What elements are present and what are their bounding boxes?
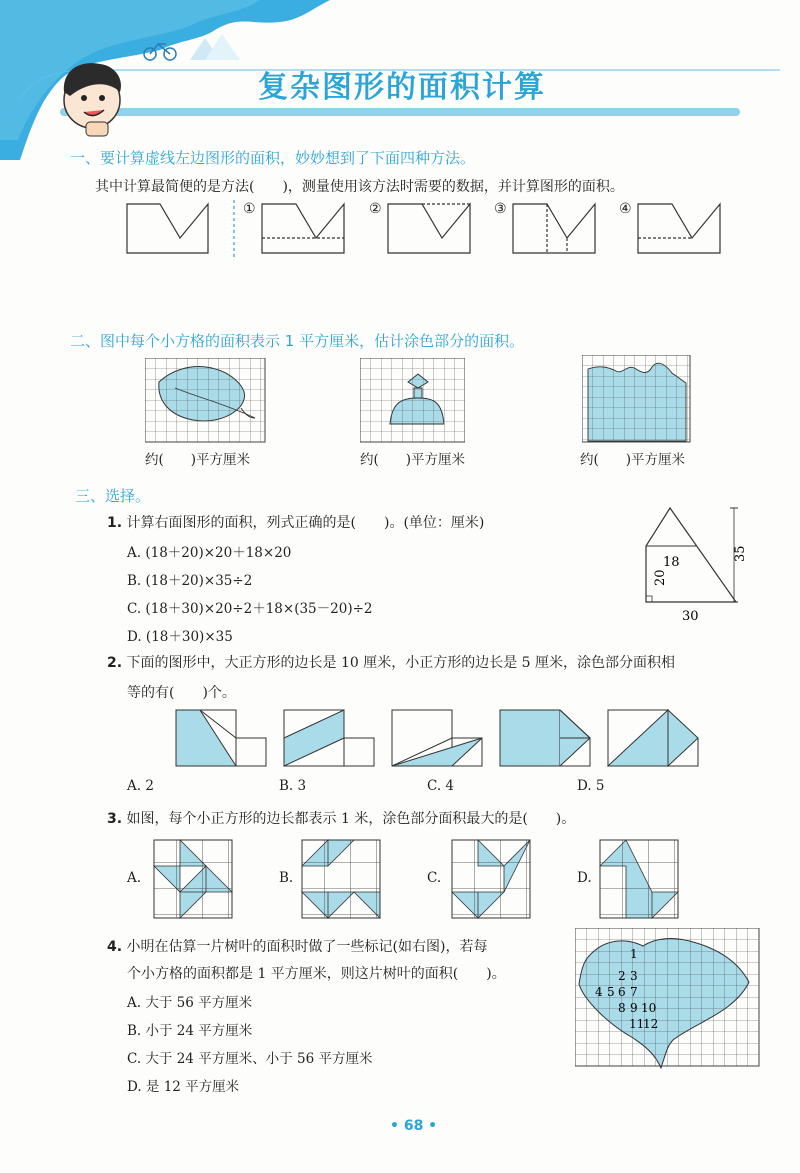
q4-option-b[interactable]: B. 小于 24 平方厘米 bbox=[127, 1023, 253, 1039]
q3-option-d[interactable]: D. bbox=[577, 870, 592, 886]
method-figures bbox=[120, 198, 740, 260]
q1-number: 1. bbox=[107, 515, 123, 531]
q4-cell-10: 10 bbox=[641, 1001, 657, 1015]
q1-figure bbox=[630, 500, 760, 625]
mountain-icon bbox=[190, 34, 240, 60]
method-3-label: ③ bbox=[494, 201, 507, 217]
q4-cell-7: 7 bbox=[630, 985, 638, 999]
q1-option-c[interactable]: C. (18＋30)×20÷2＋18×(35－20)÷2 bbox=[127, 601, 373, 617]
section2-heading: 二、图中每个小方格的面积表示 1 平方厘米，估计涂色部分的面积。 bbox=[70, 332, 525, 350]
q1-label-bottom: 30 bbox=[682, 609, 699, 624]
q1-question bbox=[107, 512, 484, 532]
q3-text: 如图，每个小正方形的边长都表示 1 米，涂色部分面积最大的是( )。 bbox=[126, 811, 576, 827]
q3-question bbox=[107, 808, 575, 828]
q4-cell-9: 9 bbox=[630, 1001, 638, 1015]
q3-number: 3. bbox=[107, 811, 123, 827]
q2-shape-3 bbox=[392, 710, 482, 766]
q4-option-a[interactable]: A. 大于 56 平方厘米 bbox=[127, 995, 253, 1011]
q2-option-b[interactable]: B. 3 bbox=[279, 778, 307, 794]
q3-grid-c bbox=[452, 840, 530, 918]
q4-leaf-grid bbox=[575, 928, 760, 1070]
q4-cell-5: 5 bbox=[607, 985, 615, 999]
section3-heading: 三、选择。 bbox=[75, 487, 151, 505]
q4-cell-11: 11 bbox=[629, 1017, 645, 1031]
estimate-answer-2[interactable]: 约( )平方厘米 bbox=[360, 452, 466, 468]
page-title: 复杂图形的面积计算 bbox=[258, 70, 546, 105]
method-1-label: ① bbox=[243, 201, 256, 217]
q2-option-d[interactable]: D. 5 bbox=[577, 778, 605, 794]
q4-cell-3: 3 bbox=[630, 969, 638, 983]
q3-grid-a bbox=[154, 840, 232, 918]
section1-prompt: 其中计算最简便的是方法( )，测量使用该方法时需要的数据，并计算图形的面积。 bbox=[95, 179, 624, 195]
q1-text: 计算右面图形的面积，列式正确的是( )。(单位：厘米) bbox=[126, 515, 485, 531]
page-number: • 68 • bbox=[390, 1118, 438, 1134]
q2-question-line1 bbox=[107, 652, 675, 672]
section1-heading: 一、要计算虚线左边图形的面积，妙妙想到了下面四种方法。 bbox=[70, 149, 476, 167]
method-3-shape bbox=[513, 204, 595, 253]
boy-mascot-icon bbox=[64, 63, 121, 136]
q3-figures bbox=[150, 836, 690, 920]
q3-grid-b bbox=[302, 840, 380, 918]
q4-cell-1: 1 bbox=[630, 947, 638, 961]
q4-cell-4: 4 bbox=[595, 985, 603, 999]
q4-cell-8: 8 bbox=[618, 1001, 626, 1015]
q2-shape-4 bbox=[500, 710, 590, 766]
q1-option-b[interactable]: B. (18＋20)×35÷2 bbox=[127, 573, 253, 589]
bell-grid bbox=[360, 358, 465, 445]
q4-text-line2: 个小方格的面积都是 1 平方厘米，则这片树叶的面积( )。 bbox=[127, 966, 506, 982]
hill-grid bbox=[582, 355, 692, 445]
q4-option-c[interactable]: C. 大于 24 平方厘米、小于 56 平方厘米 bbox=[127, 1051, 373, 1067]
q4-number: 4. bbox=[107, 939, 123, 955]
q2-option-c[interactable]: C. 4 bbox=[427, 778, 455, 794]
original-shape bbox=[127, 204, 208, 253]
method-1-shape bbox=[262, 204, 344, 253]
q1-label-left: 20 bbox=[653, 569, 668, 586]
q3-option-a[interactable]: A. bbox=[127, 870, 142, 886]
q4-option-d[interactable]: D. 是 12 平方厘米 bbox=[127, 1079, 240, 1095]
leaf-grid bbox=[145, 358, 270, 445]
q2-shape-2 bbox=[284, 710, 374, 766]
q4-cell-12: 12 bbox=[643, 1017, 659, 1031]
q4-cell-6: 6 bbox=[618, 985, 626, 999]
q2-figures bbox=[170, 706, 730, 772]
q2-text-line1: 下面的图形中，大正方形的边长是 10 厘米，小正方形的边长是 5 厘米，涂色部分面积相 bbox=[126, 655, 676, 671]
q1-option-a[interactable]: A. (18＋20)×20＋18×20 bbox=[127, 545, 292, 561]
q2-option-a[interactable]: A. 2 bbox=[127, 778, 154, 794]
q4-text-line1: 小明在估算一片树叶的面积时做了一些标记(如右图)，若每 bbox=[126, 939, 488, 955]
q2-text-line2: 等的有( )个。 bbox=[127, 685, 236, 701]
q1-option-d[interactable]: D. (18＋30)×35 bbox=[127, 629, 233, 645]
method-4-shape bbox=[638, 204, 720, 253]
q2-number: 2. bbox=[107, 655, 123, 671]
estimate-answer-1[interactable]: 约( )平方厘米 bbox=[145, 452, 251, 468]
estimate-answer-3[interactable]: 约( )平方厘米 bbox=[580, 452, 686, 468]
q4-cell-2: 2 bbox=[618, 969, 626, 983]
q3-option-b[interactable]: B. bbox=[279, 870, 294, 886]
q3-option-c[interactable]: C. bbox=[427, 870, 442, 886]
q4-question-line1 bbox=[107, 936, 487, 956]
q2-shape-5 bbox=[608, 710, 698, 766]
method-4-label: ④ bbox=[619, 201, 632, 217]
method-2-label: ② bbox=[369, 201, 382, 217]
q1-label-right: 35 bbox=[733, 545, 748, 562]
q1-label-top: 18 bbox=[663, 555, 680, 570]
method-2-shape bbox=[388, 204, 470, 253]
q2-shape-1 bbox=[176, 710, 266, 766]
q3-grid-d bbox=[600, 840, 678, 918]
